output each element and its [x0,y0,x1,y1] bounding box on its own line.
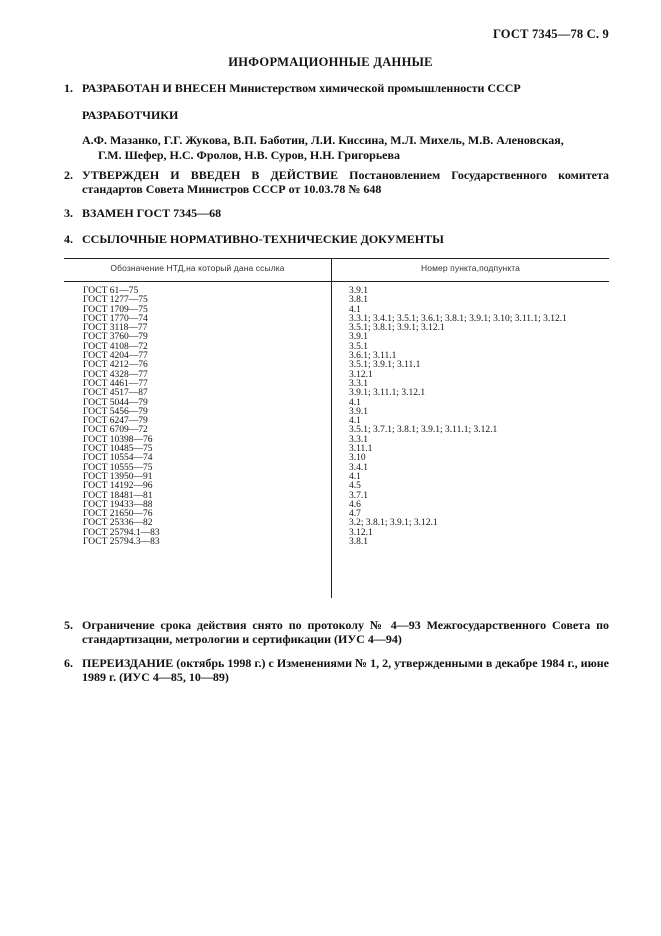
developers-line-2: Г.М. Шефер, Н.С. Фролов, Н.В. Суров, Н.Н. Григорьева [98,147,400,162]
table-cell-document: ГОСТ 4461—77 [83,378,148,389]
table-cell-document: ГОСТ 10485—75 [83,444,153,455]
table-cell-clause: 4.1 [349,471,361,482]
table-cell-document: ГОСТ 61—75 [83,286,139,296]
section-text: ПЕРЕИЗДАНИЕ (октябрь 1998 г.) с Изменениями № 1, 2, утвержденными в декабре 1984 г., июне 1989 г. (ИУС 4—85, 10—89) [82,656,609,684]
table-cell-clause: 3.12.1 [349,369,373,380]
section-5 [64,618,609,646]
developers-heading: РАЗРАБОТЧИКИ [82,108,179,122]
section-3 [64,206,609,220]
section-number: 3. [64,206,73,220]
section-number: 4. [64,232,73,246]
table-header-document: Обозначение НТД,на который дана ссылка [110,263,285,273]
table-body [64,287,609,547]
table-cell-document: ГОСТ 4212—76 [83,360,148,371]
table-cell-document: ГОСТ 1277—75 [83,295,148,306]
table-cell-document: ГОСТ 10398—76 [83,434,153,445]
table-cell-clause: 3.9.1 [349,406,368,417]
table-cell-document: ГОСТ 10554—74 [83,453,153,464]
section-number: 6. [64,656,73,670]
table-top-rule [64,258,609,259]
table-cell-document: ГОСТ 5044—79 [83,397,148,408]
table-cell-clause: 3.7.1 [349,490,368,501]
table-cell-clause: 3.3.1 [349,434,368,445]
table-cell-clause: 4.1 [349,397,361,408]
section-number: 5. [64,618,73,632]
table-cell-clause: 3.3.1; 3.4.1; 3.5.1; 3.6.1; 3.8.1; 3.9.1; 3.10; 3.11.1; 3.12.1 [349,313,567,324]
table-cell-clause: 3.10 [349,453,366,464]
section-text: Ограничение срока действия снято по протоколу № 4—93 Межгосударственного Совета по стандартизации, метрологии и сертификации (ИУС 4—94) [82,618,609,646]
table-cell-clause: 4.7 [349,509,361,520]
table-cell-clause: 3.5.1 [349,341,368,352]
table-cell-clause: 3.9.1 [349,332,368,343]
table-cell-clause: 3.8.1 [349,537,368,548]
table-cell-document: ГОСТ 25794.1—83 [83,527,160,538]
table-cell-clause: 3.8.1 [349,295,368,306]
table-cell-clause: 3.12.1 [349,527,373,538]
table-cell-document: ГОСТ 19433—88 [83,499,153,510]
table-cell-document: ГОСТ 4517—87 [83,388,148,399]
section-6 [64,656,609,684]
table-cell-clause: 4.6 [349,499,361,510]
table-cell-clause: 3.2; 3.8.1; 3.9.1; 3.12.1 [349,518,438,529]
developers-list [82,133,609,162]
running-head: ГОСТ 7345—78 С. 9 [492,27,609,41]
table-cell-document: ГОСТ 10555—75 [83,462,153,473]
section-number: 2. [64,168,73,182]
section-text: РАЗРАБОТАН И ВНЕСЕН Министерством химической промышленности СССР [82,81,521,95]
table-cell-document: ГОСТ 4328—77 [83,369,148,380]
table-cell-clause: 3.4.1 [349,462,368,473]
table-header-rule [64,281,609,282]
section-number: 1. [64,81,73,95]
page-title: ИНФОРМАЦИОННЫЕ ДАННЫЕ [228,55,433,69]
table-cell-document: ГОСТ 18481—81 [83,490,153,501]
section-1 [64,81,609,95]
table-cell-document: ГОСТ 25336—82 [83,518,153,529]
developers-line-1: А.Ф. Мазанко, Г.Г. Жукова, В.П. Баботин, Л.И. Киссина, М.Л. Михель, М.В. Аленовская, [82,133,564,147]
table-cell-document: ГОСТ 4108—72 [83,341,148,352]
table-cell-document: ГОСТ 1770—74 [83,313,148,324]
table-cell-clause: 3.9.1 [349,286,368,296]
table-cell-document: ГОСТ 3760—79 [83,332,148,343]
table-cell-document: ГОСТ 13950—91 [83,471,153,482]
table-cell-document: ГОСТ 6247—79 [83,416,148,427]
section-4 [64,232,609,246]
table-cell-document: ГОСТ 14192—96 [83,481,153,492]
section-text: ССЫЛОЧНЫЕ НОРМАТИВНО-ТЕХНИЧЕСКИЕ ДОКУМЕНТЫ [82,232,444,246]
table-cell-document: ГОСТ 6709—72 [83,425,148,436]
table-cell-document: ГОСТ 25794.3—83 [83,537,160,548]
table-cell-clause: 4.1 [349,304,361,315]
table-cell-clause: 3.9.1; 3.11.1; 3.12.1 [349,388,426,399]
table-cell-clause: 3.5.1; 3.7.1; 3.8.1; 3.9.1; 3.11.1; 3.12.1 [349,425,498,436]
table-row [64,538,609,547]
table-cell-clause: 4.5 [349,481,361,492]
table-cell-document: ГОСТ 1709—75 [83,304,148,315]
section-text: ВЗАМЕН ГОСТ 7345—68 [82,206,222,220]
table-header-clause: Номер пункта,подпункта [421,263,520,273]
section-2 [64,168,609,196]
table-cell-clause: 3.3.1 [349,378,368,389]
section-text: УТВЕРЖДЕН И ВВЕДЕН В ДЕЙСТВИЕ Постановлением Государственного комитета стандартов Совета Министров СССР от 10.03.78 № 648 [82,168,609,196]
table-cell-document: ГОСТ 21650—76 [83,509,153,520]
table-cell-document: ГОСТ 3118—77 [83,323,148,334]
table-cell-clause: 3.5.1; 3.8.1; 3.9.1; 3.12.1 [349,323,445,334]
table-cell-clause: 3.6.1; 3.11.1 [349,351,397,362]
table-cell-clause: 3.11.1 [349,444,373,455]
table-cell-clause: 4.1 [349,416,361,427]
table-cell-document: ГОСТ 4204—77 [83,351,148,362]
table-cell-clause: 3.5.1; 3.9.1; 3.11.1 [349,360,421,371]
table-cell-document: ГОСТ 5456—79 [83,406,148,417]
